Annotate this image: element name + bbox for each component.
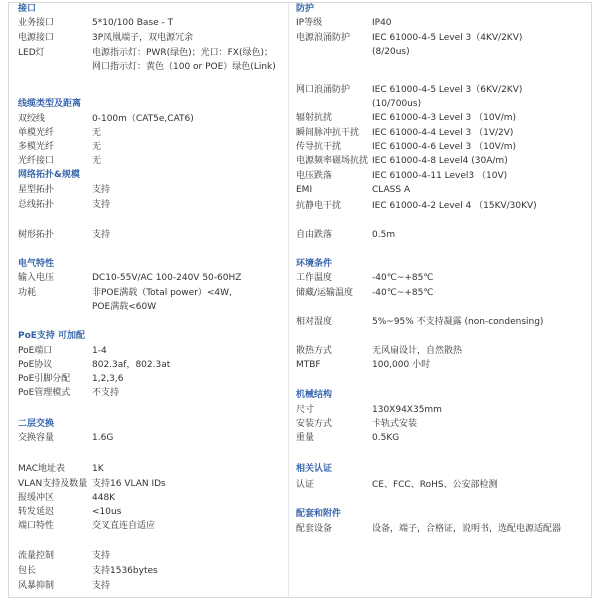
spec-label: 交换容量 bbox=[18, 433, 55, 443]
spec-value: IEC 61000-4-5 Level 3（4KV/2KV) bbox=[372, 33, 523, 43]
spec-value: 设备，端子，合格证，说明书，选配电源适配器 bbox=[372, 524, 562, 534]
spec-label: PoE协议 bbox=[18, 360, 53, 370]
spec-label: 辐射抗扰 bbox=[296, 113, 333, 123]
spec-value: 支持16 VLAN IDs bbox=[92, 479, 166, 489]
spec-value: 1.6G bbox=[92, 433, 114, 443]
spec-value: 支持1536bytes bbox=[92, 566, 158, 576]
spec-label: 安装方式 bbox=[296, 419, 333, 429]
section-title-cable: 线缆类型及距离 bbox=[18, 99, 82, 109]
spec-value: 支持 bbox=[92, 200, 111, 210]
spec-label: 配套设备 bbox=[296, 524, 333, 534]
spec-label: 多模光纤 bbox=[18, 142, 55, 152]
spec-label: 尺寸 bbox=[296, 405, 315, 415]
spec-value: 0.5m bbox=[372, 230, 396, 240]
spec-value: 无 bbox=[92, 128, 102, 138]
spec-value: 5*10/100 Base - T bbox=[92, 18, 174, 28]
spec-value-line2: (8/20us) bbox=[372, 47, 410, 57]
spec-label: 业务接口 bbox=[18, 18, 55, 28]
spec-label: 风暴抑制 bbox=[18, 581, 55, 591]
spec-value: IEC 61000-4-2 Level 4 （15KV/30KV) bbox=[372, 201, 537, 211]
spec-label: 传导抗干扰 bbox=[296, 142, 342, 152]
spec-value: 1,2,3,6 bbox=[92, 374, 124, 384]
spec-value: 支持 bbox=[92, 230, 111, 240]
spec-label: 端口特性 bbox=[18, 521, 55, 531]
spec-label: 功耗 bbox=[18, 288, 37, 298]
spec-value-line2: POE满载<60W bbox=[92, 302, 157, 312]
section-title-poe: PoE支持 可加配 bbox=[18, 331, 86, 341]
spec-label: 散热方式 bbox=[296, 346, 333, 356]
section-title-electrical: 电气特性 bbox=[18, 259, 55, 269]
spec-value: 无风扇设计，自然散热 bbox=[372, 346, 463, 356]
spec-value: IEC 61000-4-11 Level3 （10V) bbox=[372, 171, 508, 181]
section-title-layer2: 二层交换 bbox=[18, 419, 55, 429]
spec-value: 卡轨式安装 bbox=[372, 419, 418, 429]
spec-value: 支持 bbox=[92, 551, 111, 561]
spec-label: 转发延迟 bbox=[18, 507, 55, 517]
spec-label: 重量 bbox=[296, 433, 315, 443]
spec-value: DC10-55V/AC 100-240V 50-60HZ bbox=[92, 273, 242, 283]
spec-label: 光纤接口 bbox=[18, 156, 55, 166]
spec-label: 电源频率磁场抗扰 bbox=[296, 156, 369, 166]
spec-label: PoE端口 bbox=[18, 346, 53, 356]
spec-value: IEC 61000-4-5 Level 3（6KV/2KV) bbox=[372, 85, 523, 95]
section-title-certification: 相关认证 bbox=[296, 464, 333, 474]
spec-label: 星型拓扑 bbox=[18, 185, 55, 195]
spec-value: IEC 61000-4-4 Level 3 （1V/2V) bbox=[372, 128, 514, 138]
spec-value: 无 bbox=[92, 156, 102, 166]
spec-label: MTBF bbox=[296, 360, 321, 370]
spec-value: 0-100m（CAT5e,CAT6) bbox=[92, 114, 194, 124]
section-title-interface: 接口 bbox=[18, 4, 37, 14]
spec-value: 支持 bbox=[92, 185, 111, 195]
spec-value: 0.5KG bbox=[372, 433, 400, 443]
spec-value: IP40 bbox=[372, 18, 392, 28]
spec-label: 工作温度 bbox=[296, 273, 333, 283]
spec-value-line2: 网口指示灯：黄色（100 or POE）绿色(Link) bbox=[92, 62, 276, 72]
spec-value: CLASS A bbox=[372, 185, 411, 195]
spec-label: 单模光纤 bbox=[18, 128, 55, 138]
spec-label: 网口浪涌防护 bbox=[296, 85, 351, 95]
spec-label: 报缓冲区 bbox=[18, 493, 55, 503]
spec-label: PoE管理模式 bbox=[18, 388, 71, 398]
spec-value: 100,000 小时 bbox=[372, 360, 431, 370]
spec-value: IEC 61000-4-8 Level4 (30A/m) bbox=[372, 156, 508, 166]
section-title-mechanical: 机械结构 bbox=[296, 390, 333, 400]
spec-value: CE、FCC、RoHS、公安部检测 bbox=[372, 480, 498, 490]
spec-label: LED灯 bbox=[18, 48, 45, 58]
spec-label: 相对湿度 bbox=[296, 317, 333, 327]
section-title-topology: 网络拓扑&规模 bbox=[18, 170, 80, 180]
spec-label: 树形拓扑 bbox=[18, 230, 55, 240]
spec-label: 抗静电干扰 bbox=[296, 201, 342, 211]
spec-value: 130X94X35mm bbox=[372, 405, 442, 415]
spec-value: 非POE满载（Total power）<4W, bbox=[92, 288, 232, 298]
spec-label: VLAN支持及数量 bbox=[18, 479, 88, 489]
spec-label: 自由跌落 bbox=[296, 230, 333, 240]
spec-label: PoE引脚分配 bbox=[18, 374, 71, 384]
spec-value: 1K bbox=[92, 464, 104, 474]
spec-value: 5%~95% 不支持凝露 (non-condensing) bbox=[372, 317, 544, 327]
spec-value: 1-4 bbox=[92, 346, 107, 356]
spec-value: 802.3af，802.3at bbox=[92, 360, 171, 370]
spec-label: 认证 bbox=[296, 480, 315, 490]
spec-label: 瞬间脉冲抗干扰 bbox=[296, 128, 360, 138]
column-divider bbox=[288, 2, 289, 598]
spec-value: 448K bbox=[92, 493, 116, 503]
spec-value: 不支持 bbox=[92, 388, 120, 398]
spec-label: 电压跌落 bbox=[296, 171, 333, 181]
spec-label: MAC地址表 bbox=[18, 464, 66, 474]
spec-label: 输入电压 bbox=[18, 273, 55, 283]
spec-label: 电源浪涌防护 bbox=[296, 33, 351, 43]
spec-value: 电源指示灯：PWR(绿色)；光口：FX(绿色)； bbox=[92, 48, 273, 58]
spec-value: 3P凤凰端子，双电源冗余 bbox=[92, 33, 194, 43]
spec-value: IEC 61000-4-6 Level 3 （10V/m) bbox=[372, 142, 517, 152]
spec-value: 无 bbox=[92, 142, 102, 152]
spec-value-line2: (10/700us) bbox=[372, 99, 422, 109]
spec-value: 支持 bbox=[92, 581, 111, 591]
spec-label: 电源接口 bbox=[18, 33, 55, 43]
spec-label: 包长 bbox=[18, 566, 37, 576]
section-title-accessories: 配套和附件 bbox=[296, 509, 342, 519]
spec-value: -40℃~+85℃ bbox=[372, 273, 434, 283]
spec-label: EMI bbox=[296, 185, 313, 195]
spec-label: 总线拓扑 bbox=[18, 200, 55, 210]
spec-label: 流量控制 bbox=[18, 551, 55, 561]
spec-label: 双绞线 bbox=[18, 114, 46, 124]
spec-value: 交叉直连自适应 bbox=[92, 521, 156, 531]
spec-value: <10us bbox=[92, 507, 122, 517]
section-title-environment: 环境条件 bbox=[296, 259, 333, 269]
spec-label: IP等级 bbox=[296, 18, 323, 28]
section-title-protection: 防护 bbox=[296, 4, 315, 14]
spec-value: -40℃~+85℃ bbox=[372, 288, 434, 298]
spec-label: 储藏/运输温度 bbox=[296, 288, 354, 298]
spec-value: IEC 61000-4-3 Level 3 （10V/m) bbox=[372, 113, 517, 123]
